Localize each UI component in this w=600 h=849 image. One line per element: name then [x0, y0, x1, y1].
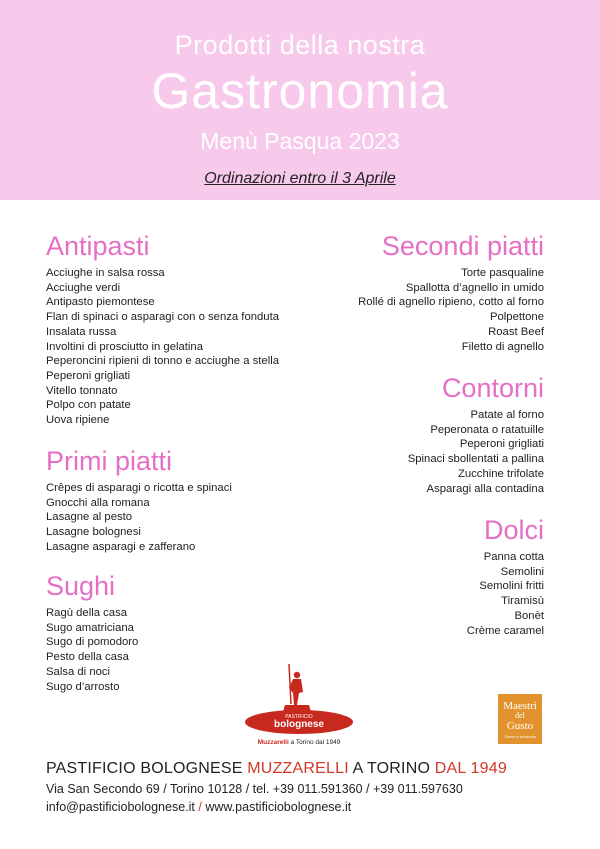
menu-item: Flan di spinaci o asparagi con o senza fonduta: [46, 311, 279, 324]
header-subtitle: Prodotti della nostra: [174, 30, 426, 60]
logo-caption-rest: a Torino dal 1949: [288, 739, 341, 746]
menu-item: Lasagne bolognesi: [46, 526, 141, 539]
section-sughi: [46, 570, 138, 694]
section-primi: [46, 445, 232, 555]
menu-item: Semolini fritti: [479, 580, 544, 593]
footer-company-part3: A TORINO: [348, 760, 435, 777]
menu-item: Acciughe verdi: [46, 281, 121, 294]
menu-item: Panna cotta: [483, 551, 544, 563]
menu-item: Sugo d’arrosto: [46, 680, 120, 693]
menu-item: Spallotta d’agnello in umido: [405, 281, 544, 294]
logo-name: bolognese: [273, 719, 325, 730]
header-banner: [0, 0, 600, 200]
menu-item: Involtini di prosciutto in gelatina: [46, 340, 203, 353]
menu-item: Asparagi alla contadina: [426, 482, 544, 495]
menu-item: Lasagne al pesto: [46, 511, 133, 524]
menu-item: Acciughe in salsa rossa: [46, 267, 165, 279]
menu-item: Crème caramel: [466, 624, 544, 637]
section-title-antipasti: Antipasti: [46, 231, 150, 261]
footer-email-link[interactable]: info@pastificiobolognese.it: [46, 800, 195, 814]
header-order-deadline: Ordinazioni entro il 3 Aprile: [204, 170, 396, 187]
pastificio-logo: [243, 660, 355, 750]
footer-address: Via San Secondo 69 / Torino 10128 / tel. +39 011.591360 / +39 011.597630: [46, 782, 463, 796]
maestri-del-gusto-badge: [498, 694, 542, 744]
menu-item: Salsa di noci: [46, 665, 111, 678]
footer-company: [46, 760, 566, 778]
menu-item: Vitello tonnato: [46, 384, 118, 397]
footer-contacts: [46, 800, 566, 814]
menu-item: Polpo con patate: [46, 399, 131, 412]
menu-item: Pesto della casa: [46, 651, 129, 664]
section-dolci: [467, 514, 544, 638]
menu-item: Lasagne asparagi e zafferano: [46, 540, 196, 553]
menu-item: Bonèt: [514, 609, 544, 622]
logo-caption-name: Muzzarelli: [257, 739, 289, 746]
contorni-list: [408, 408, 544, 496]
menu-item: Insalata russa: [46, 325, 117, 338]
dolci-list: [467, 550, 544, 638]
footer-company-part4: DAL 1949: [434, 760, 507, 777]
section-title-secondi: Secondi piatti: [381, 231, 544, 261]
logo-small-text: PASTIFICIO: [285, 714, 313, 720]
antipasti-list: [46, 266, 279, 428]
maestri-word-2: del: [515, 711, 525, 720]
menu-item: Torte pasqualine: [461, 267, 544, 279]
menu-item: Peperoni grigliati: [459, 438, 544, 451]
menu-item: Rollé di agnello ripieno, cotto al forno: [358, 296, 544, 309]
primi-list: [46, 481, 232, 555]
neptune-statue-icon: [281, 664, 313, 716]
menu-item: Peperonata o ratatuille: [430, 423, 544, 436]
menu-item: Uova ripiene: [46, 414, 110, 427]
section-antipasti: [46, 230, 279, 428]
section-title-sughi: Sughi: [46, 571, 116, 601]
section-secondi: [358, 230, 544, 354]
menu-item: Spinaci sbollentati a pallina: [407, 453, 544, 466]
footer-company-part1: PASTIFICIO BOLOGNESE: [46, 760, 248, 777]
footer-separator: /: [194, 800, 206, 814]
menu-item: Filetto di agnello: [461, 340, 544, 353]
menu-item: Peperoni grigliati: [46, 369, 131, 382]
menu-item: Tiramisù: [501, 595, 544, 608]
section-contorni: [408, 372, 544, 496]
menu-item: Polpettone: [489, 311, 544, 324]
maestri-word-1: Maestri: [503, 700, 537, 712]
menu-item: Sugo amatriciana: [46, 621, 134, 634]
menu-item: Zucchine trifolate: [457, 467, 544, 480]
menu-item: Sugo di pomodoro: [46, 636, 139, 649]
footer-company-part2: MUZZARELLI: [247, 760, 349, 777]
maestri-subtitle: Torino e provincia: [504, 734, 536, 739]
menu-item: Ragù della casa: [46, 607, 128, 619]
footer-website-link[interactable]: www.pastificiobolognese.it: [205, 800, 352, 814]
menu-item: Crêpes di asparagi o ricotta e spinaci: [46, 482, 232, 494]
maestri-word-3: Gusto: [506, 720, 534, 732]
menu-item: Antipasto piemontese: [46, 296, 155, 309]
section-title-primi: Primi piatti: [46, 446, 173, 476]
section-title-contorni: Contorni: [441, 373, 544, 403]
menu-item: Peperoncini ripieni di tonno e acciughe a stella: [46, 355, 279, 368]
header-menu-name: Menù Pasqua 2023: [200, 128, 400, 154]
menu-item: Semolini: [500, 565, 544, 578]
logo-caption: [258, 739, 341, 746]
menu-item: Gnocchi alla romana: [46, 496, 150, 509]
menu-item: Roast Beef: [488, 325, 544, 338]
menu-item: Patate al forno: [470, 409, 544, 421]
header-title: Gastronomia: [151, 63, 449, 119]
sughi-list: [46, 606, 138, 694]
secondi-list: [358, 266, 544, 354]
section-title-dolci: Dolci: [483, 515, 544, 545]
